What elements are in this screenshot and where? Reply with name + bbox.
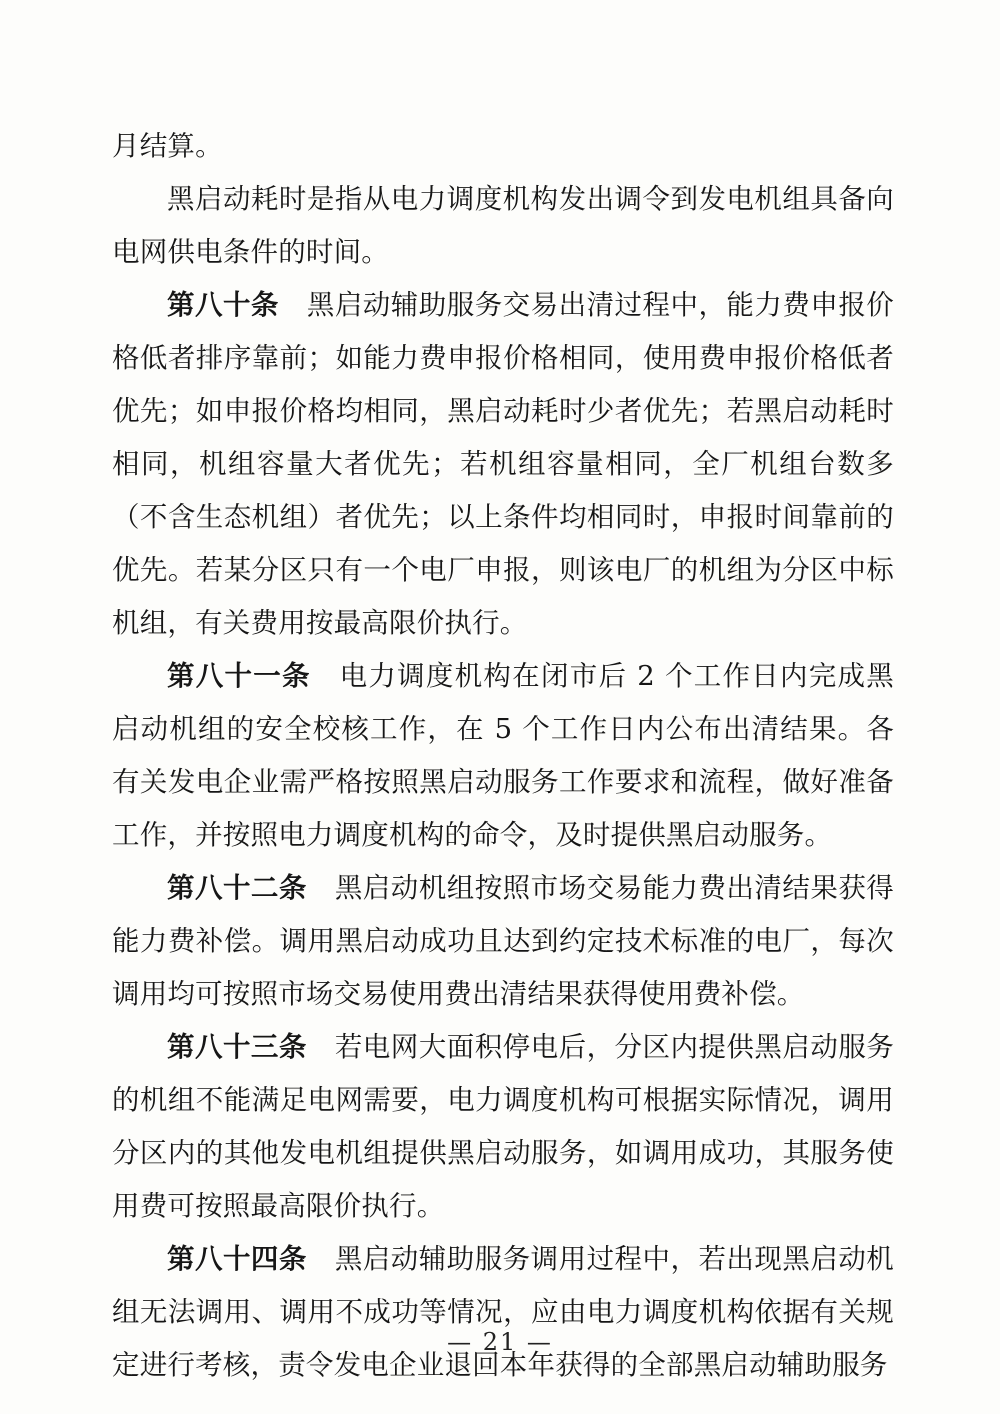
page-number: — 21 — bbox=[447, 1328, 553, 1356]
paragraph bbox=[112, 279, 894, 650]
article-label: 第八十条 bbox=[167, 289, 279, 321]
article-label: 第八十一条 bbox=[167, 660, 311, 692]
paragraph-text: 黑启动耗时是指从电力调度机构发出调令到发电机组具备向电网供电条件的时间。 bbox=[112, 183, 894, 268]
paragraph bbox=[112, 862, 894, 1021]
article-label: 第八十二条 bbox=[167, 872, 307, 904]
paragraph bbox=[112, 650, 894, 862]
article-label: 第八十三条 bbox=[167, 1031, 307, 1063]
paragraph bbox=[112, 1021, 894, 1233]
article-label: 第八十四条 bbox=[167, 1243, 307, 1275]
paragraph-text: 电力调度机构在闭市后 2 个工作日内完成黑启动机组的安全校核工作，在 5 个工作日内公布出清结果。各有关发电企业需严格按照黑启动服务工作要求和流程，做好准备工作，并按照电力调度机构的命令，及时提供黑启动服务。 bbox=[112, 660, 894, 851]
paragraph-text: 黑启动辅助服务交易出清过程中，能力费申报价格低者排序靠前；如能力费申报价格相同，使用费申报价格低者优先；如申报价格均相同，黑启动耗时少者优先；若黑启动耗时相同，机组容量大者优先；若机组容量相同，全厂机组台数多（不含生态机组）者优先；以上条件均相同时，申报时间靠前的优先。若某分区只有一个电厂申报，则该电厂的机组为分区中标机组，有关费用按最高限价执行。 bbox=[112, 289, 894, 639]
paragraph-text: 黑启动辅助服务调用过程中，若出现黑启动机组无法调用、调用不成功等情况，应由电力调度机构依据有关规定进行考核，责令发电企业退回本年获得的全部黑启动辅助服务 bbox=[112, 1243, 894, 1381]
paragraph-text: 黑启动机组按照市场交易能力费出清结果获得能力费补偿。调用黑启动成功且达到约定技术标准的电厂，每次调用均可按照市场交易使用费出清结果获得使用费补偿。 bbox=[112, 872, 894, 1010]
paragraph-text: 月结算。 bbox=[112, 130, 223, 162]
paragraph bbox=[112, 1233, 894, 1392]
document-body bbox=[112, 120, 894, 1392]
paragraph bbox=[112, 120, 894, 173]
paragraph-text: 若电网大面积停电后，分区内提供黑启动服务的机组不能满足电网需要，电力调度机构可根据实际情况，调用分区内的其他发电机组提供黑启动服务，如调用成功，其服务使用费可按照最高限价执行。 bbox=[112, 1031, 894, 1222]
paragraph bbox=[112, 173, 894, 279]
